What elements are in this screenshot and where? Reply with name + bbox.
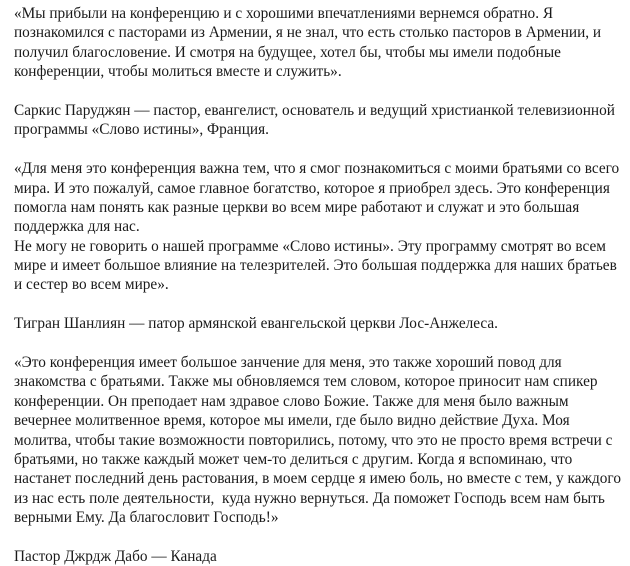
text-line: братьями, но также каждый может чем-то делиться с другим. Когда я вспоминаю, что	[14, 450, 573, 468]
paragraph-spacer	[14, 140, 626, 159]
text-line: и сестер во всем мире».	[14, 276, 169, 294]
text-line: молитва, чтобы такие возможности повторились, потому, что это не просто время встречи с	[14, 431, 613, 449]
text-line: Саркис Паруджян — пастор, евангелист, основатель и ведущий христианкой телевизионной	[14, 101, 615, 119]
text-line: из нас есть поле деятельности, куда нужно вернуться. Да поможет Господь всем нам быть	[14, 489, 605, 507]
paragraph-spacer	[14, 82, 626, 101]
attribution-george	[14, 547, 626, 566]
attribution-tigran	[14, 314, 626, 333]
paragraph-spacer	[14, 295, 626, 314]
quote-paragraph-2	[14, 159, 626, 295]
text-line: Тигран Шанлиян — патор армянской евангельской церкви Лос-Анжелеса.	[14, 315, 499, 333]
paragraph-spacer	[14, 528, 626, 547]
document-body	[14, 4, 626, 566]
quote-paragraph-3	[14, 353, 626, 528]
text-line: помогла нам понять как разные церкви во всем мире работают и служат и это большая	[14, 198, 580, 216]
text-line: «Для меня это конференция важна тем, что я смог познакомиться с моими братьями со всего	[14, 160, 620, 178]
text-line: «Это конференция имеет большое занчение для меня, это также хороший повод для	[14, 354, 562, 372]
text-line: мира. И это пожалуй, самое главное богатство, которое я приобрел здесь. Это конференция	[14, 179, 610, 197]
text-line: «Мы прибыли на конференцию и с хорошими впечатлениями вернемся обратно. Я	[14, 5, 554, 22]
text-line: конференции, чтобы молиться вместе и служить».	[14, 63, 342, 81]
text-line: вечернее молитвенное время, которое мы имели, где было видно действие Духа. Моя	[14, 412, 570, 430]
text-line: знакомства с братьями. Также мы обновляемся тем словом, которое приносит нам спикер	[14, 373, 598, 391]
text-line: Пастор Джрдж Дабо — Канада	[14, 547, 217, 565]
text-line: верными Ему. Да благословит Господь!»	[14, 509, 279, 527]
text-line: конференции. Он преподает нам здравое слово Божие. Также для меня было важным	[14, 392, 569, 410]
quote-paragraph-1	[14, 4, 626, 82]
text-line: Не могу не говорить о нашей программе «Слово истины». Эту программу смотрят во всем	[14, 237, 606, 255]
text-line: познакомился с пасторами из Армении, я не знал, что есть столько пасторов в Армении, и	[14, 24, 602, 42]
text-line: настанет последний день растования, в моем сердце я имею боль, но вместе с тем, у каждого	[14, 470, 621, 488]
attribution-sarkis	[14, 101, 626, 140]
text-line: получил благословение. И смотря на будущее, хотел бы, чтобы мы имели подобные	[14, 43, 561, 61]
text-line: мире и имеет большое влияние на телезрителей. Это большая поддержка для наших братьев	[14, 257, 617, 275]
text-line: поддержка для нас.	[14, 218, 140, 236]
paragraph-spacer	[14, 334, 626, 353]
text-line: программы «Слово истины», Франция.	[14, 121, 269, 139]
